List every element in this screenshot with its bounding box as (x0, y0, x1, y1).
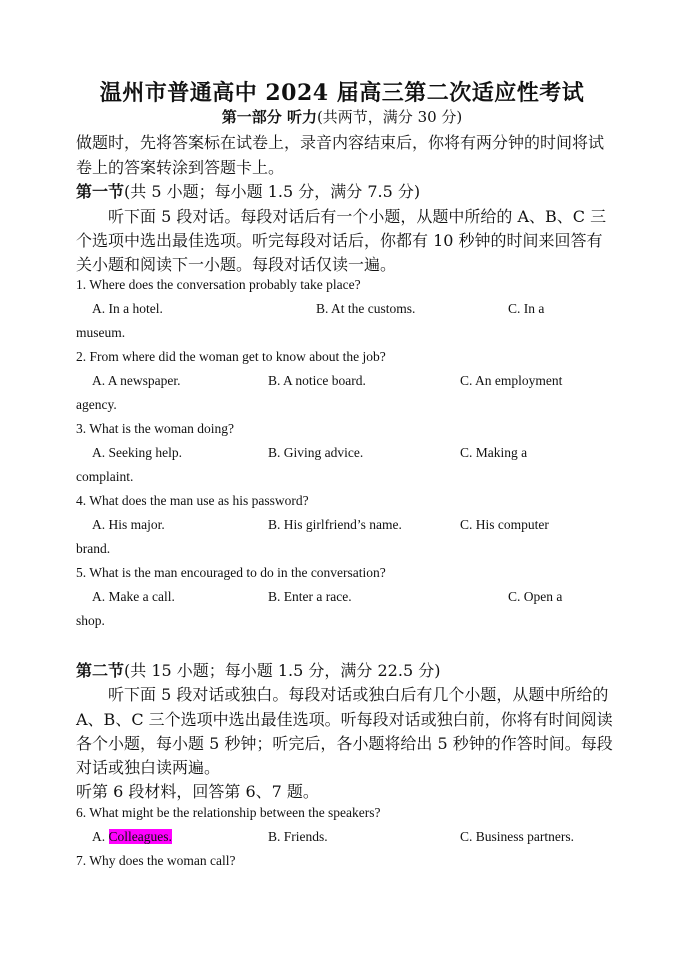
question-1: 1. Where does the conversation probably take place? (76, 277, 361, 292)
option-c: C. An employment (460, 373, 563, 388)
option-a: A. Seeking help. (92, 445, 182, 460)
section2-instruction-line: 对话或独白读两遍。 (76, 758, 221, 777)
option-a: A. Make a call. (92, 589, 175, 604)
option-b: B. A notice board. (268, 373, 366, 388)
section1-heading-label: 第一节 (76, 182, 125, 201)
option-c: C. Business partners. (460, 829, 574, 844)
option-c-wrap: museum. (76, 325, 126, 340)
option-b: B. At the customs. (316, 301, 416, 316)
option-c-wrap: complaint. (76, 469, 134, 484)
option-a (92, 829, 172, 845)
section2-instruction-line: 各个小题，每小题 5 秒钟；听完后，各小题将给出 5 秒钟的作答时间。每段 (76, 734, 613, 753)
part1-heading (0, 106, 684, 127)
section2-heading-label: 第二节 (76, 661, 125, 680)
option-c: C. In a (508, 301, 545, 316)
section1-heading (76, 179, 420, 202)
exam-title: 温州市普通高中 2024 届高三第二次适应性考试 (99, 80, 585, 106)
option-c: C. His computer (460, 517, 549, 532)
material-instruction: 听第 6 段材料，回答第 6、7 题。 (76, 782, 319, 801)
question-4: 4. What does the man use as his password? (76, 493, 309, 508)
highlighted-answer: Colleagues. (108, 829, 172, 844)
option-c-wrap: brand. (76, 541, 111, 556)
question-3: 3. What is the woman doing? (76, 421, 234, 436)
option-a: A. A newspaper. (92, 373, 181, 388)
option-b: B. His girlfriend’s name. (268, 517, 402, 532)
option-c-wrap: agency. (76, 397, 117, 412)
part1-intro-line: 做题时，先将答案标在试卷上，录音内容结束后，你将有两分钟的时间将试 (76, 133, 605, 152)
question-6: 6. What might be the relationship between the speakers? (76, 805, 381, 820)
option-a-letter: A. (92, 829, 106, 844)
part1-heading-scoring: (共两节，满分 30 分) (316, 108, 463, 126)
section1-instruction-line: 关小题和阅读下一小题。每段对话仅读一遍。 (76, 255, 397, 274)
section1-heading-scoring: (共 5 小题；每小题 1.5 分，满分 7.5 分) (124, 182, 421, 201)
option-a: A. In a hotel. (92, 301, 163, 316)
option-b: B. Friends. (268, 829, 328, 844)
section2-heading-scoring: (共 15 小题；每小题 1.5 分，满分 22.5 分) (124, 661, 441, 680)
option-a: A. His major. (92, 517, 165, 532)
question-2: 2. From where did the woman get to know about the job? (76, 349, 386, 364)
section1-instruction-line: 听下面 5 段对话。每段对话后有一个小题，从题中所给的 A、B、C 三 (108, 207, 607, 226)
section2-heading (76, 658, 440, 681)
section2-instruction-line: A、B、C 三个选项中选出最佳选项。听每段对话或独白前，你将有时间阅读 (76, 710, 613, 729)
section2-instruction-line: 听下面 5 段对话或独白。每段对话或独白后有几个小题，从题中所给的 (108, 685, 609, 704)
option-c-wrap: shop. (76, 613, 105, 628)
question-5: 5. What is the man encouraged to do in the conversation? (76, 565, 386, 580)
section1-instruction-line: 个选项中选出最佳选项。听完每段对话后，你都有 10 秒钟的时间来回答有 (76, 231, 603, 250)
option-c: C. Open a (508, 589, 563, 604)
option-b: B. Enter a race. (268, 589, 352, 604)
option-c: C. Making a (460, 445, 528, 460)
part1-heading-label: 第一部分 听力 (221, 108, 317, 126)
option-b: B. Giving advice. (268, 445, 364, 460)
question-7: 7. Why does the woman call? (76, 853, 236, 868)
part1-intro-line: 卷上的答案转涂到答题卡上。 (76, 158, 285, 177)
